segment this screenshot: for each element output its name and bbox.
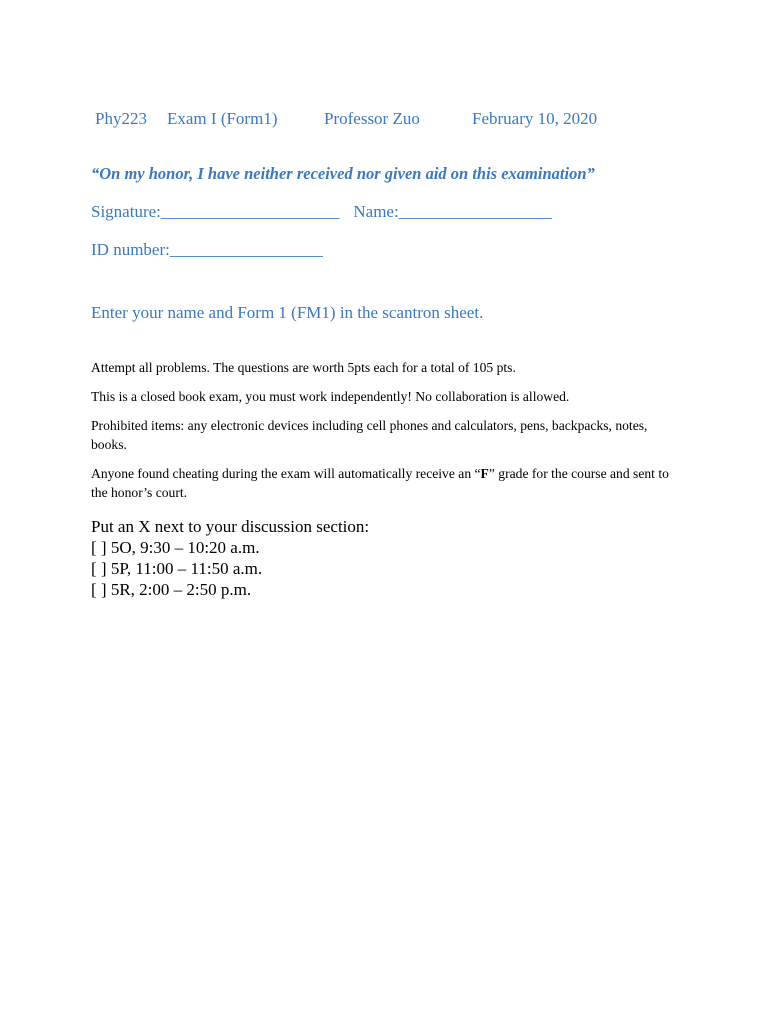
rule-closed-book: This is a closed book exam, you must work independently! No collaboration is allowed. [91,389,570,404]
honor-pledge: “On my honor, I have neither received nor given aid on this examination” [91,164,595,183]
rule-cheating-grade: F [480,466,489,481]
rule-attempt: Attempt all problems. The questions are worth 5pts each for a total of 105 pts. [91,360,516,375]
rule-cheating-before: Anyone found cheating during the exam will automatically receive an “ [91,466,481,481]
professor-name: Professor Zuo [324,109,420,128]
discussion-section-block [91,516,369,600]
rule-cheating-after: ” grade for the course and sent to the honor’s court. [91,466,669,500]
discussion-option-5r[interactable]: [ ] 5R, 2:00 – 2:50 p.m. [91,580,252,599]
id-number-field[interactable]: ID number:__________________ [91,240,323,259]
discussion-option-5o[interactable]: [ ] 5O, 9:30 – 10:20 a.m. [91,538,260,557]
course-code: Phy223 [95,109,147,128]
rule-cheating [91,464,681,502]
signature-row [91,202,552,222]
exam-form: Exam I (Form1) [167,109,278,128]
scantron-instruction: Enter your name and Form 1 (FM1) in the scantron sheet. [91,303,484,322]
discussion-heading: Put an X next to your discussion section: [91,517,370,536]
exam-rules [91,358,681,512]
exam-date: February 10, 2020 [472,109,598,128]
name-field[interactable]: Name:__________________ [353,202,552,221]
signature-field[interactable]: Signature:_____________________ [91,202,340,221]
rule-prohibited: Prohibited items: any electronic devices including cell phones and calculators, pens, backpacks, notes, books. [91,418,648,452]
discussion-option-5p[interactable]: [ ] 5P, 11:00 – 11:50 a.m. [91,559,263,578]
